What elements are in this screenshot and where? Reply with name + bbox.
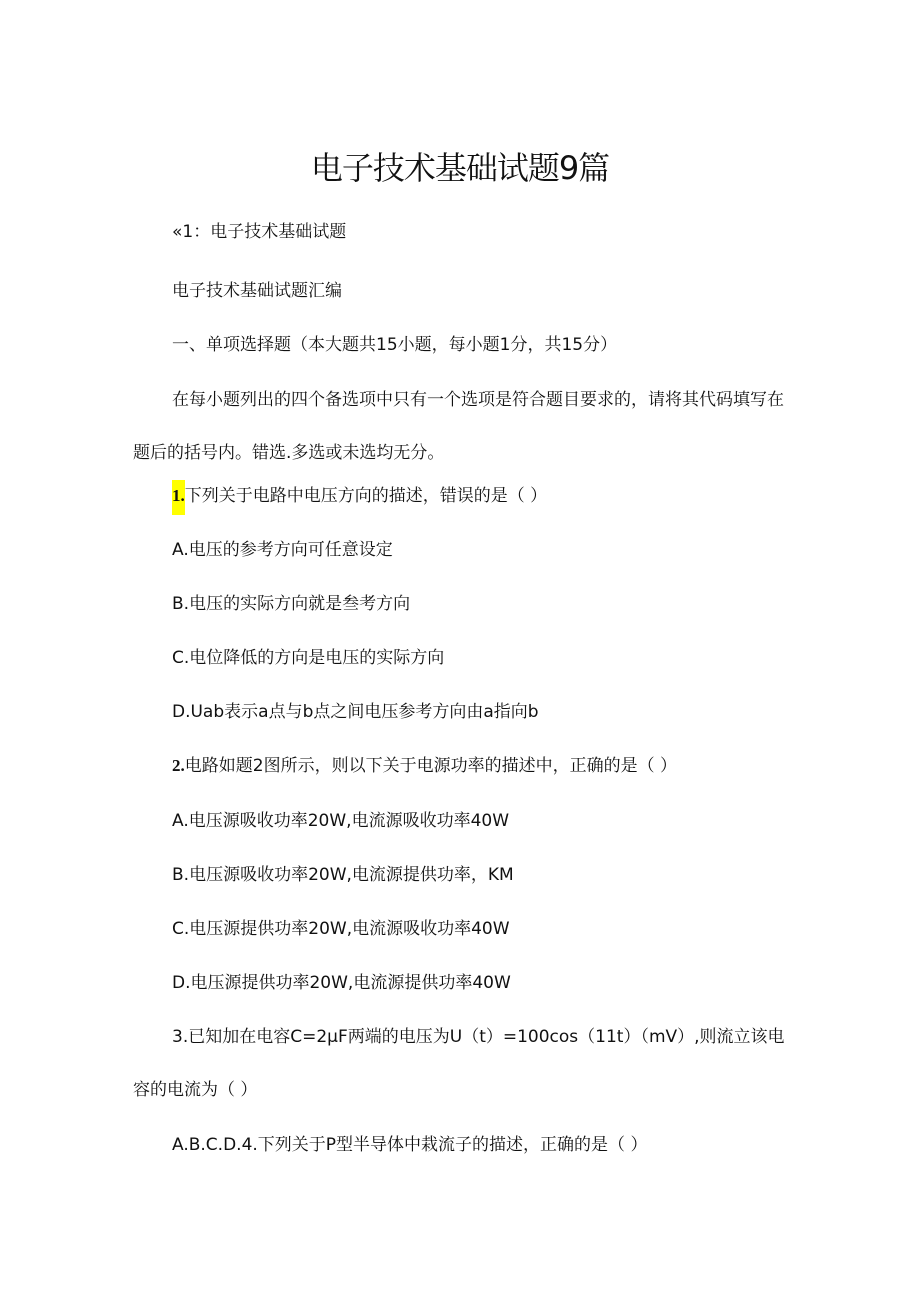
instructions-paragraph: 在每小题列出的四个备选项中只有一个选项是符合题目要求的，请将其代码填写在题后的括号内。错选.多选或未选均无分。 [133,390,784,463]
question-1-option-c: C.电位降低的方向是电压的实际方向 [172,648,445,668]
answer-options-and-question-4: A.B.C.D.4.下列关于P型半导体中栽流子的描述，正确的是（ ） [172,1135,648,1155]
question-2 [172,753,677,779]
question-2-stem: 电路如题2图所示，则以下关于电源功率的描述中，正确的是（ ） [184,756,677,776]
question-2-option-a: A.电压源吸收功率20W,电流源吸收功率40W [172,811,510,831]
question-1-number: 1. [172,480,185,515]
question-1-option-a: A.电压的参考方向可任意设定 [172,540,393,560]
question-3 [133,1011,793,1117]
part-heading: 一、单项选择题（本大题共15小题，每小题1分，共15分） [172,335,618,355]
question-2-option-d: D.电压源提供功率20W,电流源提供功率40W [172,973,511,993]
document-title: 电子技术基础试题9篇 [310,149,610,187]
question-1 [172,483,547,509]
document-subtitle: 电子技术基础试题汇编 [172,281,342,301]
question-1-option-d: D.Uab表示a点与b点之间电压参考方向由a指向b [172,702,539,722]
question-2-option-b: B.电压源吸收功率20W,电流源提供功率，KM [172,865,514,885]
question-3-stem: 已知加在电容C=2μF两端的电压为U（t）=100cos（11t）（mV）,则流立该电容的电流为（ ） [133,1027,785,1100]
question-3-number: 3. [172,1027,189,1047]
section-label: «1：电子技术基础试题 [172,222,347,242]
question-1-stem: 下列关于电路中电压方向的描述，错误的是（ ） [184,486,548,506]
question-1-option-b: B.电压的实际方向就是叁考方向 [172,594,411,614]
question-2-number: 2. [172,756,185,775]
question-2-option-c: C.电压源提供功率20W,电流源吸收功率40W [172,919,510,939]
